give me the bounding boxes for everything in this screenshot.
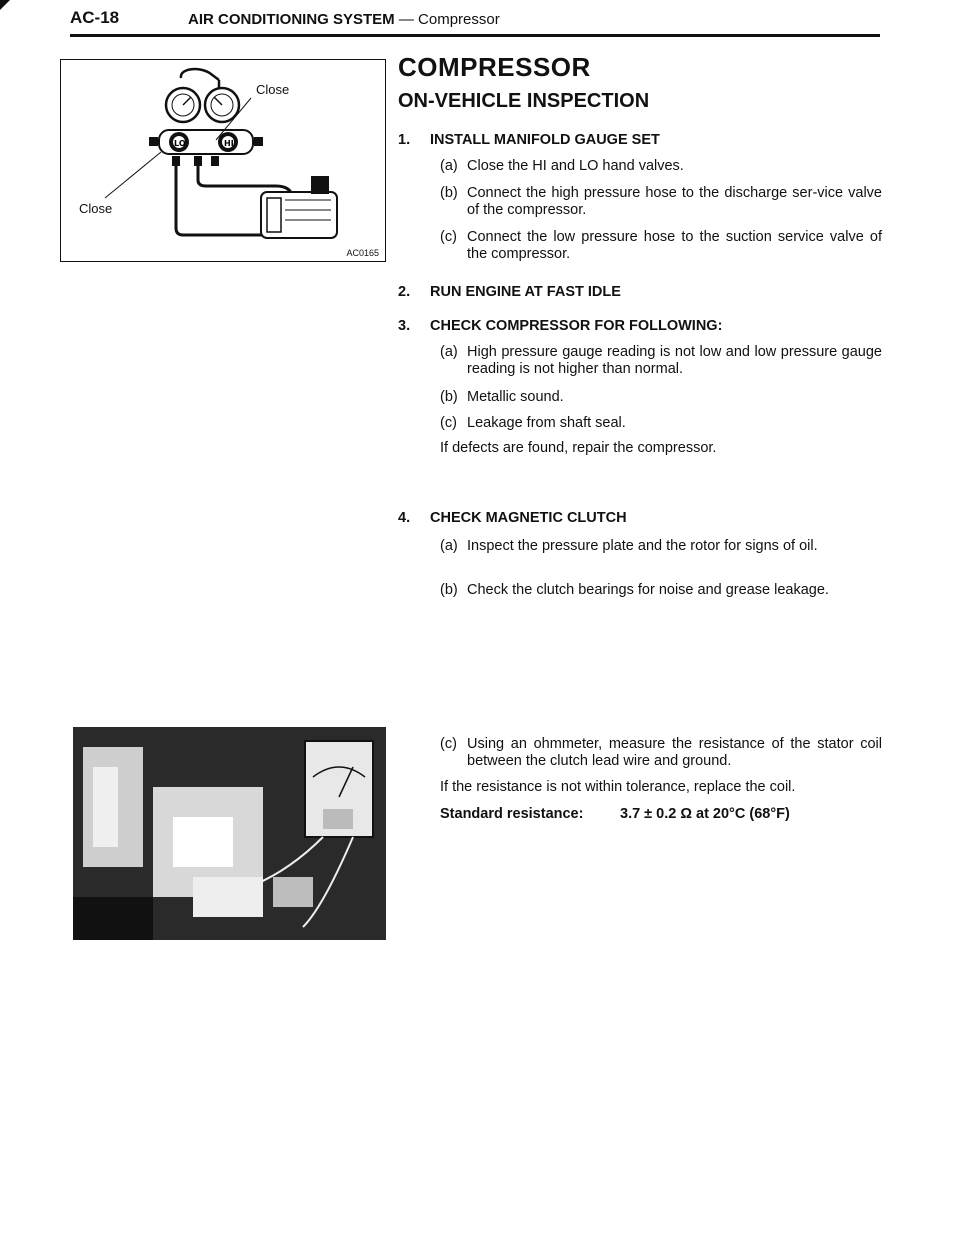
sub-text: Using an ohmmeter, measure the resistance of the stator coil between the clutch lead wire and ground.	[467, 736, 882, 769]
sub-text: High pressure gauge reading is not low and low pressure gauge reading is not higher than normal.	[467, 344, 882, 377]
sub-text: Leakage from shaft seal.	[467, 415, 626, 431]
ohmmeter-photo	[73, 727, 386, 940]
sub-text: Metallic sound.	[467, 389, 564, 405]
corner-mark	[0, 0, 10, 10]
close-label-left: Close	[79, 201, 113, 216]
step-number: 3.	[398, 318, 411, 334]
sub-letter: (b)	[440, 582, 458, 598]
step-text: RUN ENGINE AT FAST IDLE	[430, 284, 621, 300]
sub-letter: (a)	[440, 344, 458, 360]
sub-letter: (c)	[440, 229, 457, 245]
page-header	[70, 6, 880, 38]
step-3-note: If defects are found, repair the compressor.	[440, 440, 717, 456]
sub-letter: (c)	[440, 736, 457, 752]
gauge-lo-label: LO	[174, 139, 186, 148]
step-text: CHECK MAGNETIC CLUTCH	[430, 510, 627, 526]
close-label-top: Close	[256, 82, 290, 97]
standard-resistance	[440, 806, 790, 823]
sub-letter: (c)	[440, 415, 457, 431]
manifold-gauge-illustration	[61, 60, 384, 260]
standard-value: 3.7 ± 0.2 Ω at 20°C (68°F)	[620, 806, 790, 822]
section-title: COMPRESSOR	[398, 52, 591, 82]
sub-letter: (b)	[440, 185, 458, 201]
sub-text: Connect the low pressure hose to the suction service valve of the compressor.	[467, 229, 882, 262]
section-subtitle: ON-VEHICLE INSPECTION	[398, 90, 650, 112]
manifold-gauge-figure	[60, 59, 386, 262]
figure-code: AC0165	[346, 248, 379, 258]
page-code: AC-18	[70, 8, 120, 27]
header-rule	[70, 34, 880, 37]
step-number: 2.	[398, 284, 411, 300]
sub-text: Check the clutch bearings for noise and grease leakage.	[467, 582, 829, 598]
header-subsection: Compressor	[418, 11, 500, 28]
step-4-note: If the resistance is not within tolerance, replace the coil.	[440, 779, 796, 795]
sub-text: Connect the high pressure hose to the discharge ser-vice valve of the compressor.	[467, 185, 882, 218]
sub-text: Inspect the pressure plate and the rotor for signs of oil.	[467, 538, 818, 554]
step-number: 1.	[398, 132, 411, 148]
sub-text: Close the HI and LO hand valves.	[467, 158, 684, 174]
sub-letter: (a)	[440, 538, 458, 554]
step-text: INSTALL MANIFOLD GAUGE SET	[430, 132, 660, 148]
header-separator: —	[398, 11, 414, 28]
gauge-hi-label: HI	[224, 139, 234, 148]
step-text: CHECK COMPRESSOR FOR FOLLOWING:	[430, 318, 723, 334]
header-title	[188, 11, 500, 28]
header-section: AIR CONDITIONING SYSTEM	[188, 11, 395, 28]
step-number: 4.	[398, 510, 411, 526]
sub-letter: (a)	[440, 158, 458, 174]
standard-label: Standard resistance:	[440, 806, 584, 822]
sub-letter: (b)	[440, 389, 458, 405]
ohmmeter-photo-illustration	[73, 727, 386, 940]
